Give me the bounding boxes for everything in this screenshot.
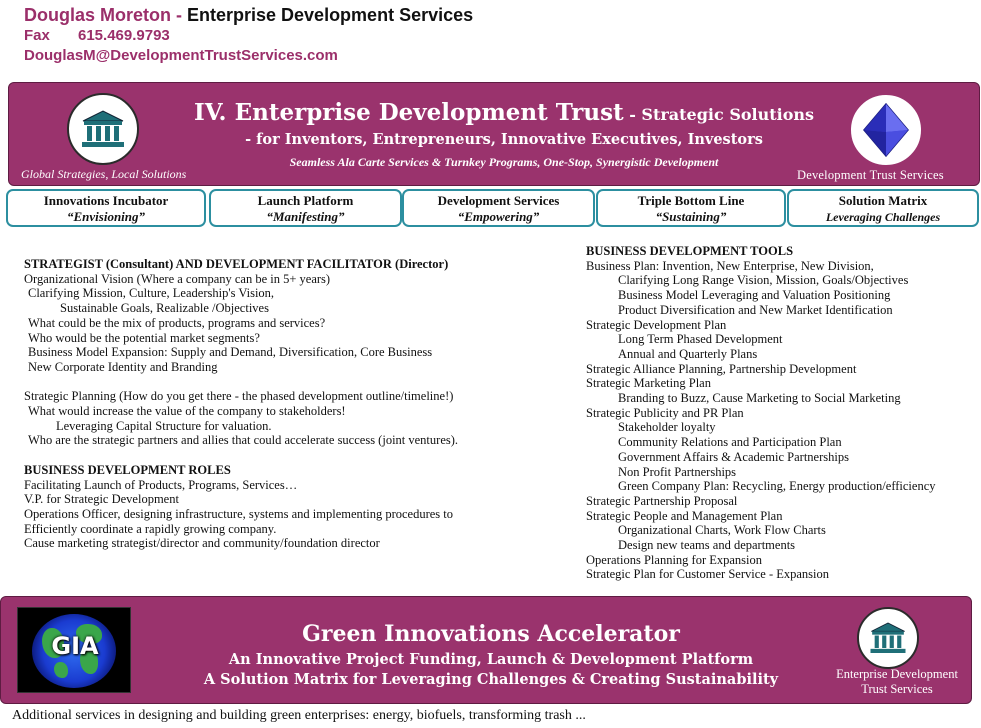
tab-sub: “Sustaining” (655, 209, 727, 224)
list-item: Business Model Expansion: Supply and Demand, Diversification, Core Business (28, 345, 433, 360)
contact-org: Enterprise Development Services (187, 5, 474, 25)
list-item: Cause marketing strategist/director and community/foundation director (24, 536, 380, 551)
tab-label: Innovations Incubator (43, 193, 169, 208)
contact-fax-line (24, 26, 473, 46)
list-item: Clarifying Mission, Culture, Leadership's Vision, (28, 286, 275, 301)
list-item: Strategic People and Management Plan (586, 508, 783, 523)
list-item: Long Term Phased Development (618, 332, 783, 347)
list-item: Green Company Plan: Recycling, Energy production/efficiency (618, 479, 936, 494)
footer-caption-line1: Enterprise Development (836, 667, 958, 681)
list-item: Efficiently coordinate a rapidly growing company. (24, 521, 277, 536)
tools-heading: BUSINESS DEVELOPMENT TOOLS (586, 244, 794, 258)
contact-name: Douglas Moreton (24, 5, 171, 25)
banner-title-main: IV. Enterprise Development Trust (193, 99, 624, 126)
contact-block (24, 4, 473, 66)
list-item: Design new teams and departments (618, 538, 796, 553)
footer-line3: A Solution Matrix for Leveraging Challenges & Creating Sustainability (203, 671, 779, 688)
right-column (586, 244, 936, 582)
gia-logo-text: GIA (51, 632, 99, 660)
contact-separator: - (171, 5, 187, 25)
list-item: What would increase the value of the company to stakeholders! (28, 404, 346, 419)
bottom-note: Additional services in designing and building green enterprises: energy, biofuels, transforming trash ... (12, 708, 586, 723)
tab-label: Solution Matrix (838, 193, 928, 208)
list-item: What could be the mix of products, programs and services? (28, 315, 326, 330)
bank-building-icon (857, 607, 919, 669)
footer-caption (813, 667, 981, 697)
list-item: Sustainable Goals, Realizable /Objectives (60, 301, 269, 316)
list-item: Strategic Publicity and PR Plan (586, 405, 744, 420)
list-item: Organizational Charts, Work Flow Charts (618, 523, 826, 538)
list-item: Product Diversification and New Market Identification (618, 302, 893, 317)
list-item: Who would be the potential market segments? (28, 330, 260, 345)
footer-banner (0, 596, 972, 704)
tab-label: Launch Platform (257, 193, 354, 208)
list-item: Branding to Buzz, Cause Marketing to Social Marketing (618, 391, 901, 406)
list-item: Business Model Leveraging and Valuation Positioning (618, 288, 891, 303)
fax-label: Fax (24, 27, 50, 44)
list-item: New Corporate Identity and Branding (28, 359, 218, 374)
list-item: Non Profit Partnerships (618, 464, 737, 479)
list-item: Operations Planning for Expansion (586, 552, 763, 567)
list-item: V.P. for Strategic Development (24, 492, 179, 507)
tab-development-services[interactable] (402, 189, 595, 227)
list-item: Strategic Alliance Planning, Partnership Development (586, 361, 857, 376)
tab-launch-platform[interactable] (209, 189, 402, 227)
list-item: Business Plan: Invention, New Enterprise, New Division, (586, 258, 874, 273)
footer-caption-line2: Trust Services (861, 682, 933, 696)
list-item: Government Affairs & Academic Partnerships (618, 449, 849, 464)
strategist-heading: STRATEGIST (Consultant) AND DEVELOPMENT FACILITATOR (Director) (24, 257, 449, 271)
service-tabs (6, 189, 980, 227)
list-item: Who are the strategic partners and allies that could accelerate success (joint ventures). (28, 433, 459, 448)
list-item: Strategic Marketing Plan (586, 376, 711, 391)
list-item: Strategic Partnership Proposal (586, 493, 738, 508)
tab-sub: “Manifesting” (266, 209, 345, 224)
tab-sub: “Empowering” (457, 209, 540, 224)
list-item: Strategic Development Plan (586, 317, 727, 332)
list-item: Operations Officer, designing infrastructure, systems and implementing procedures to (24, 506, 454, 521)
list-item: Annual and Quarterly Plans (618, 346, 758, 361)
banner-subtitle: - for Inventors, Entrepreneurs, Innovative Executives, Investors (245, 131, 763, 148)
banner-right-caption: Development Trust Services (797, 168, 944, 182)
tab-solution-matrix[interactable] (787, 189, 979, 227)
tab-label: Triple Bottom Line (637, 193, 745, 208)
blue-gem-icon (851, 95, 921, 165)
tab-sub: “Envisioning” (66, 209, 146, 224)
contact-name-line (24, 4, 473, 26)
tab-triple-bottom-line[interactable] (596, 189, 786, 227)
roles-heading: BUSINESS DEVELOPMENT ROLES (24, 462, 231, 477)
gia-globe-logo (17, 607, 131, 693)
banner-title (179, 99, 829, 126)
tab-sub: Leveraging Challenges (825, 210, 941, 224)
list-item: Strategic Planning (How do you get there - the phased development outline/timeline!) (24, 389, 454, 404)
list-item: Leveraging Capital Structure for valuation. (56, 418, 272, 433)
bank-building-icon (67, 93, 139, 165)
banner-title-suffix: - Strategic Solutions (623, 105, 815, 124)
footer-line2: An Innovative Project Funding, Launch & Development Platform (228, 651, 754, 668)
list-item: Stakeholder loyalty (618, 420, 716, 435)
fax-number: 615.469.9793 (78, 27, 170, 44)
list-item: Strategic Plan for Customer Service - Expansion (586, 567, 829, 582)
banner-tagline: Seamless Ala Carte Services & Turnkey Programs, One-Stop, Synergistic Development (289, 155, 719, 169)
left-column (24, 257, 458, 551)
list-item: Clarifying Long Range Vision, Mission, Goals/Objectives (618, 273, 909, 288)
banner-left-caption: Global Strategies, Local Solutions (21, 167, 187, 181)
footer-title: Green Innovations Accelerator (302, 621, 680, 647)
contact-email[interactable]: DouglasM@DevelopmentTrustServices.com (24, 47, 338, 64)
list-item: Facilitating Launch of Products, Programs, Services… (24, 477, 298, 492)
list-item: Organizational Vision (Where a company can be in 5+ years) (24, 271, 331, 286)
tab-innovations-incubator[interactable] (6, 189, 206, 227)
top-banner (8, 82, 980, 186)
tab-label: Development Services (437, 193, 560, 208)
list-item: Community Relations and Participation Plan (618, 435, 842, 450)
